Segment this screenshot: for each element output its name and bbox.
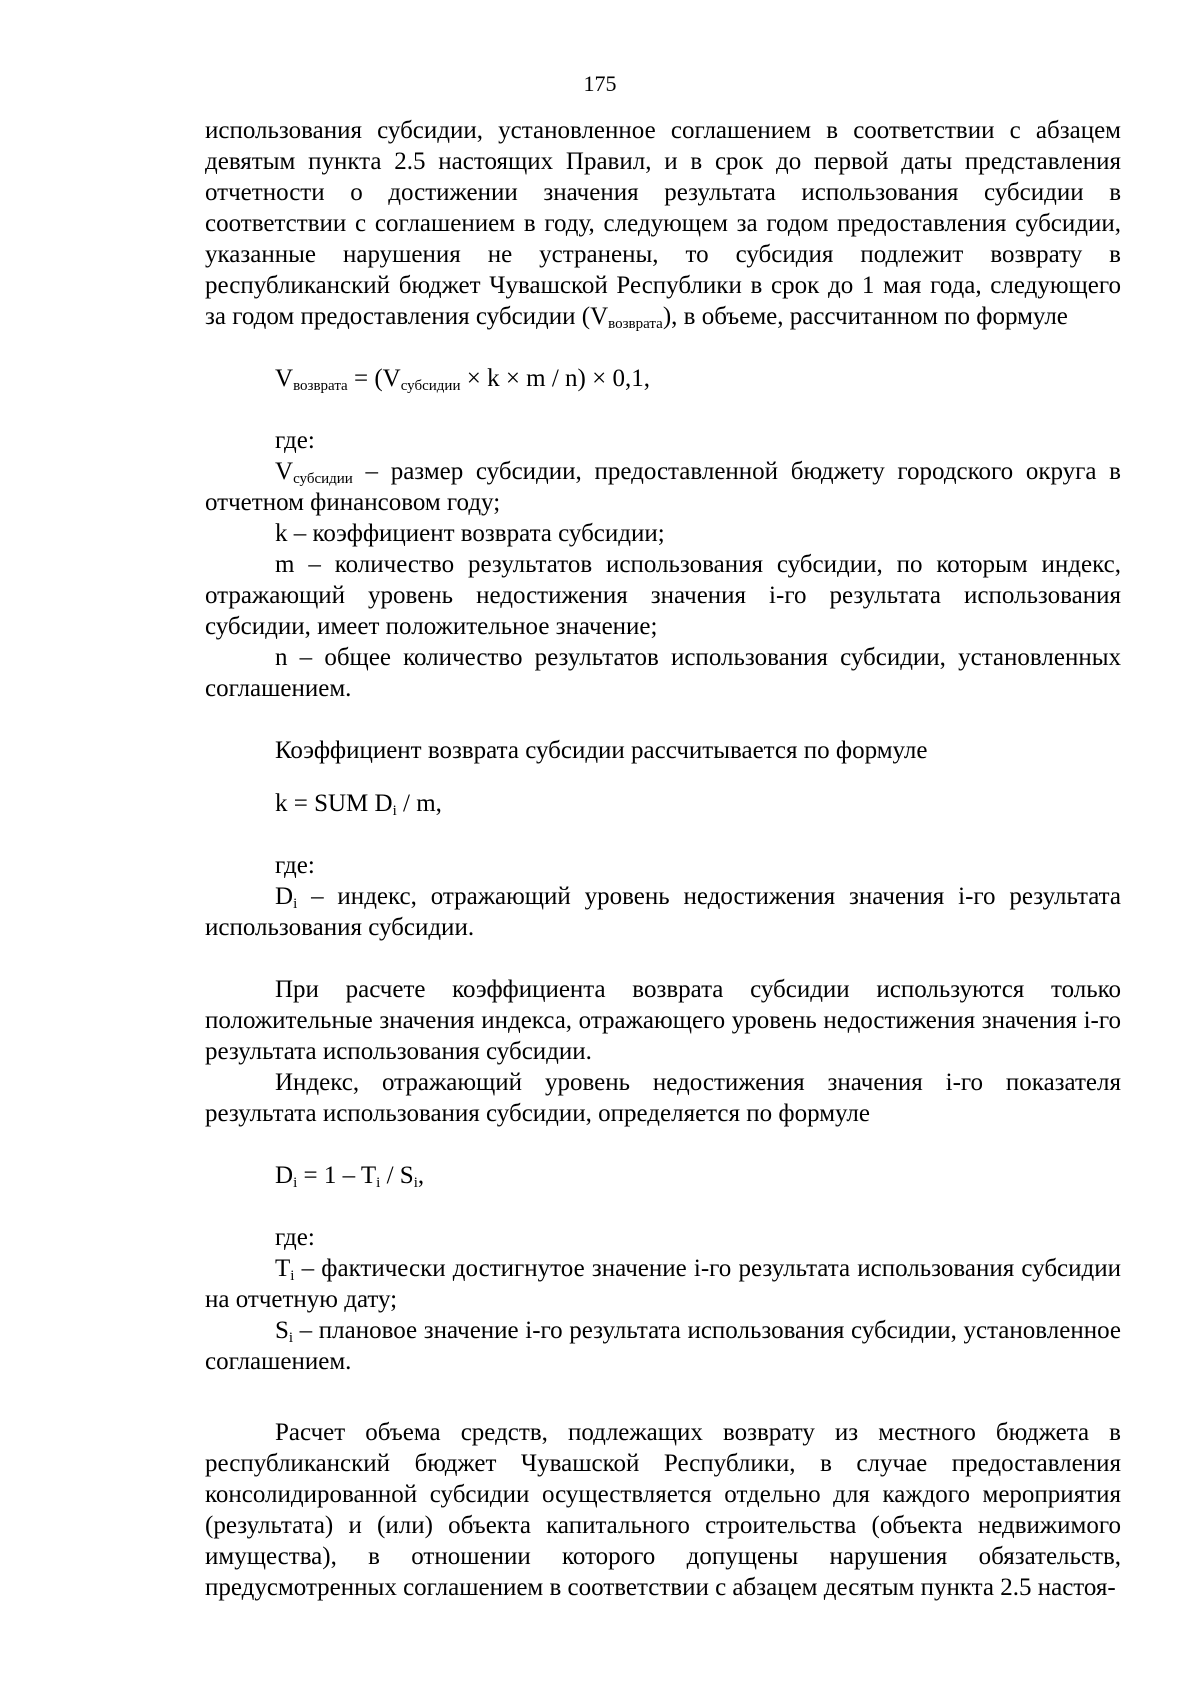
subscript: возврата	[608, 316, 663, 332]
where-label: где:	[275, 1224, 315, 1251]
formula-symbol: D	[275, 1162, 294, 1189]
k-intro: Коэффициент возврата субсидии рассчитывается по формуле	[275, 737, 928, 764]
formula-part: k = SUM D	[275, 790, 393, 817]
subscript: i	[293, 1175, 298, 1191]
definition-n: n – общее количество результатов использования субсидии, установленных соглашением.	[205, 644, 1121, 702]
subscript: i	[413, 1175, 418, 1191]
definition-text: – фактически достигнутое значение i-го результата использования субсидии на отчетную дату;	[205, 1255, 1121, 1313]
subscript: возврата	[293, 378, 348, 394]
formula-d	[205, 1160, 1121, 1191]
definition-m: m – количество результатов использования субсидии, по которым индекс, отражающий уровень недостижения значения i-го результата использования субсидии, имеет положительное значение;	[205, 551, 1121, 640]
definition-k: k – коэффициент возврата субсидии;	[275, 520, 665, 547]
definition-d	[205, 881, 1121, 943]
document-body	[205, 115, 1121, 1603]
subscript: i	[376, 1175, 381, 1191]
definition-t	[205, 1253, 1121, 1315]
formula-k	[205, 788, 1121, 819]
formula-part: ,	[417, 1162, 425, 1189]
paragraph-index: Индекс, отражающий уровень недостижения значения i-го показателя результата использования субсидии, определяется по формуле	[205, 1069, 1121, 1127]
subscript: i	[290, 1268, 295, 1284]
formula-symbol: D	[275, 883, 294, 910]
formula-symbol: T	[275, 1255, 291, 1282]
paragraph-condition-text: использования субсидии, установленное соглашением в соответствии с абзацем девятым пункта 2.5 настоящих Правил, и в срок до первой даты представления отчетности о достижении значения результата использования субсидии в соответствии с соглашением в году, следующем за годом предоставления субсидии, указанные нарушения не устранены, то субсидия подлежит возврату в республиканский бюджет Чувашской Республики в срок до 1 мая года, следующего за годом предоставления субсидии (V	[205, 117, 1121, 330]
subscript: субсидии	[293, 471, 353, 487]
formula-part: / S	[380, 1162, 414, 1189]
formula-part: / m,	[396, 790, 442, 817]
paragraph-condition-end: ), в объеме, рассчитанном по формуле	[662, 303, 1068, 330]
paragraph-calc: При расчете коэффициента возврата субсидии используются только положительные значения индекса, отражающего уровень недостижения значения i-го результата использования субсидии.	[205, 976, 1121, 1065]
where-label: где:	[275, 427, 315, 454]
formula-part: = 1 – T	[297, 1162, 377, 1189]
formula-part: = (V	[347, 365, 401, 392]
subscript: i	[288, 1330, 294, 1346]
formula-return-volume	[205, 363, 1121, 394]
definition-text: – размер субсидии, предоставленной бюджету городского округа в отчетном финансовом году;	[205, 458, 1121, 516]
formula-symbol: S	[275, 1317, 289, 1344]
paragraph-final: Расчет объема средств, подлежащих возврату из местного бюджета в республиканский бюджет Чувашской Республики, в случае предоставления консолидированной субсидии осуществляется отдельно для каждого мероприятия (результата) и (или) объекта капитального строительства (объекта недвижимого имущества), в отношении которого допущены нарушения обязательств, предусмотренных соглашением в соответствии с абзацем десятым пункта 2.5 настоя-	[205, 1419, 1121, 1601]
subscript: субсидии	[400, 378, 461, 394]
definition-text: – индекс, отражающий уровень недостижения значения i-го результата использования субсидии.	[205, 883, 1121, 941]
page-number: 175	[583, 71, 617, 96]
where-label: где:	[275, 852, 315, 879]
formula-part: × k × m / n) × 0,1,	[460, 365, 650, 392]
subscript: i	[392, 803, 397, 819]
definition-text: – плановое значение i-го результата использования субсидии, установленное соглашением.	[205, 1317, 1121, 1375]
subscript: i	[293, 896, 298, 912]
definition-v	[205, 456, 1121, 518]
definition-s	[205, 1315, 1121, 1377]
formula-symbol: V	[275, 458, 294, 485]
paragraph-condition	[205, 115, 1121, 332]
formula-symbol: V	[275, 365, 294, 392]
